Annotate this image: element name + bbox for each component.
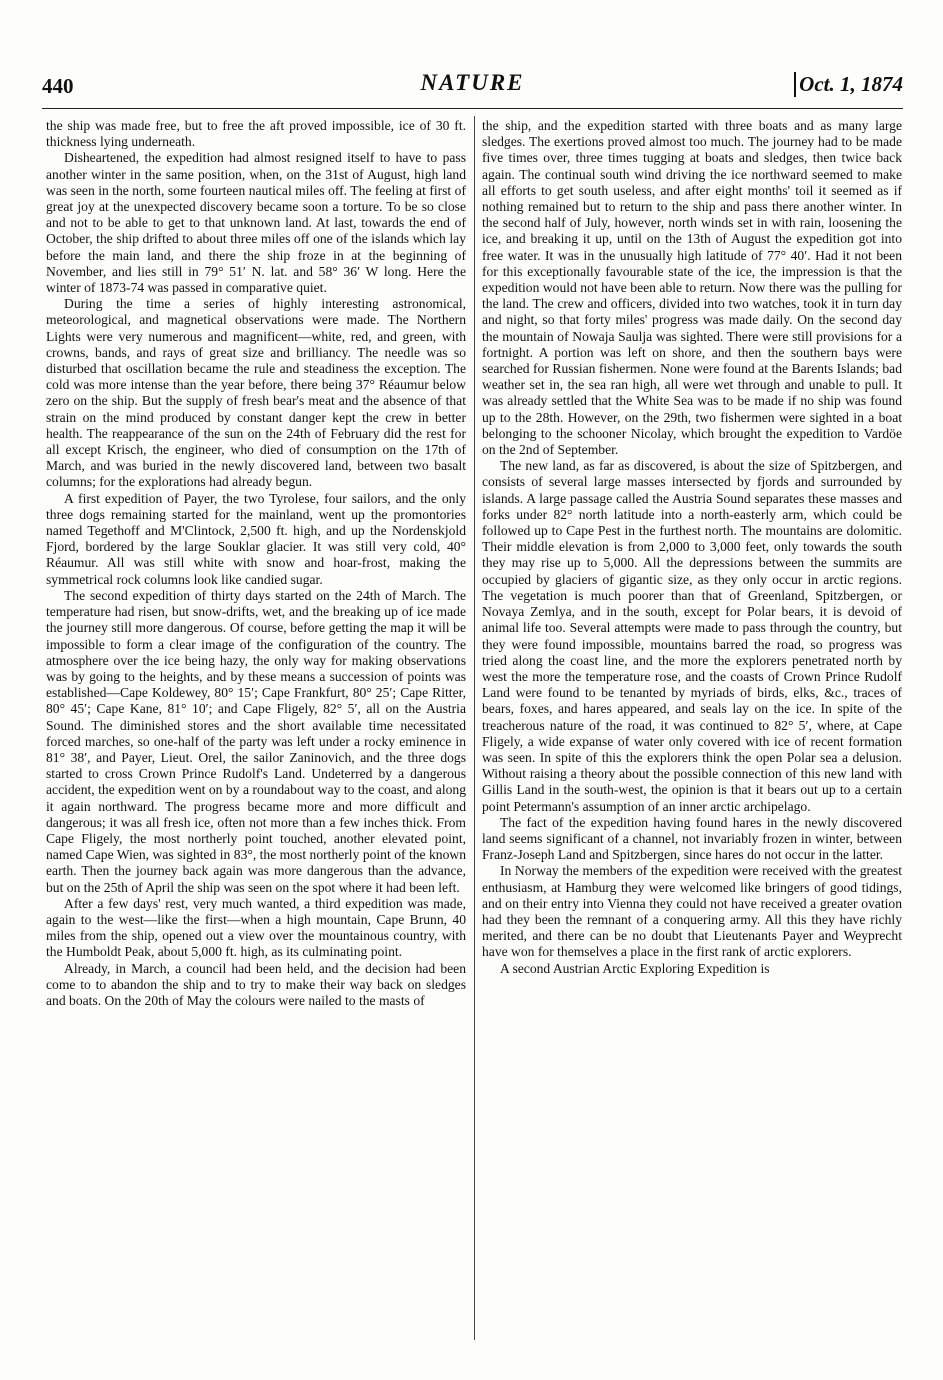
issue-date: Oct. 1, 1874 bbox=[794, 72, 903, 97]
paragraph: the ship was made free, but to free the aft proved impossible, ice of 30 ft. thickness lying underneath. bbox=[46, 118, 466, 150]
paragraph: In Norway the members of the expedition were received with the greatest enthusiasm, at Hamburg they were welcomed like bringers of good tidings, and on their entry into Vienna they could not have received a greater ovation had they been the remnant of a conquering army. All this they have richly merited, and there can be no doubt that Lieutenants Payer and Weyprecht have won for themselves a place in the first rank of arctic explorers. bbox=[482, 863, 902, 960]
header-rule bbox=[42, 108, 903, 109]
right-column bbox=[482, 118, 902, 977]
paragraph: The fact of the expedition having found hares in the newly discovered land seems significant of a channel, not invariably frozen in winter, between Franz-Joseph Land and Spitzbergen, since hares do not occur in the latter. bbox=[482, 814, 902, 863]
paragraph: the ship, and the expedition started with three boats and as many large sledges. The exertions proved almost too much. The journey had to be made five times over, three times tugging at boats and sledges, then twice back again. The continual south wind driving the ice northward seemed to make all efforts to get south useless, and after eight months' toil it seemed as if nothing remained but to return to the ship and pass there another winter. In the second half of July, however, north winds set in with rain, loosening the ice, and breaking it up, until on the 13th of August the expedition got into free water. It was in the unusually high latitude of 77° 40′. Had it not been for this exceptionally favourable state of the ice, the impression is that the expedition would not have been able to return. Now there was the pulling for the land. The crew and officers, divided into two watches, took it in turn day and night, so that forty miles' progress was made daily. On the second day the mountain of Nowaja Saulja was sighted. There were still provisions for a fortnight. A portion was left on shore, and then the southern bays were searched for Russian fishermen. None were found at the Barents Islands; bad weather set in, the sea ran high, all were wet through and unable to pull. It was already settled that the White Sea was to be made if no ship was found up to the 28th. However, on the 29th, two fishermen were sighted in a boat belonging to the schooner Nicolay, which brought the expedition to Vardöe on the 2nd of September. bbox=[482, 118, 902, 458]
column-divider bbox=[474, 116, 475, 1340]
paragraph: Disheartened, the expedition had almost resigned itself to have to pass another winter in the same position, when, on the 31st of August, high land was seen in the north, some fourteen nautical miles off. The feeling at first of great joy at the unexpected discovery became soon a torture. To be so close and not to be able to get to that unknown land. At last, towards the end of October, the ship drifted to about three miles off one of the islands which lay before the main land, and there the ship froze in at the beginning of November, and lies still in 79° 51′ N. lat. and 58° 36′ W long. Here the winter of 1873-74 was passed in comparative quiet. bbox=[46, 150, 466, 296]
paragraph: After a few days' rest, very much wanted, a third expedition was made, again to the west—like the first—when a high mountain, Cape Brunn, 40 miles from the ship, opened out a view over the mountainous country, with the Humboldt Peak, about 5,000 ft. high, as its culminating point. bbox=[46, 895, 466, 960]
journal-title: NATURE bbox=[420, 70, 525, 95]
page-header bbox=[42, 66, 903, 100]
page-number: 440 bbox=[42, 74, 74, 98]
left-column bbox=[46, 118, 466, 1009]
paragraph: Already, in March, a council had been held, and the decision had been come to to abandon the ship and to try to make their way back on sledges and boats. On the 20th of May the colours were nailed to the masts of bbox=[46, 960, 466, 1008]
paragraph: A second Austrian Arctic Exploring Expedition is bbox=[500, 960, 770, 976]
paragraph: During the time a series of highly interesting astronomical, meteorological, and magnetical observations were made. The Northern Lights were very numerous and magnificent—white, red, and green, with crowns, bands, and rays of great size and brilliancy. The needle was so disturbed that oscillation became the rule and steadiness the exception. The cold was more intense than the year before, there being 37° Réaumur below zero on the ship. But the supply of fresh bear's meat and the absence of that strain on the mind produced by constant danger kept the crew in better health. The reappearance of the sun on the 24th of February did the rest for all except Krisch, the engineer, who died of consumption on the 17th of March, and was buried in the newly discovered land, between two basalt columns; for the explorations had already begun. bbox=[46, 296, 466, 490]
paragraph: The new land, as far as discovered, is about the size of Spitzbergen, and consists of several large masses intersected by fjords and surrounded by islands. A large passage called the Austria Sound separates these masses and forks under 82° north latitude into a north-easterly arm, which could be followed up to Cape Pest in the furthest north. The mountains are dolomitic. Their middle elevation is from 2,000 to 3,000 feet, only towards the south they may rise up to 5,000. All the depressions between the summits are occupied by glaciers of gigantic size, as they only occur in arctic regions. The vegetation is much poorer than that of Greenland, Spitzbergen, or Novaya Zemlya, and in the south, except for Polar bears, it is devoid of animal life too. Several attempts were made to pass through the country, but they were found impossible, mountains barred the road, so progress was tried along the coast line, and the more the explorers penetrated north by west the more the temperature rose, and the coasts of Crown Prince Rudolf Land were found to be tenanted by myriads of birds, elks, &c., traces of bears, foxes, and hares appeared, and seals lay on the ice. In spite of the treacherous nature of the road, it was continued to 82° 5′, where, at Cape Fligely, a wide expanse of water only covered with ice of recent formation was seen. In spite of this the explorers think the open Polar sea a delusion. Without raising a theory about the possible connection of this new land with Gillis Land in the south-west, the opinion is that it bears out up to a certain point Petermann's assumption of an inner arctic archipelago. bbox=[482, 458, 902, 814]
paragraph: The second expedition of thirty days started on the 24th of March. The temperature had risen, but snow-drifts, wet, and the breaking up of ice made the journey still more dangerous. Of course, before getting the map it will be impossible to form a clear image of the configuration of the country. The atmosphere over the ice being hazy, the only way for making observations was by going to the heights, and by these means a succession of points was established—Cape Koldewey, 80° 15′; Cape Frankfurt, 80° 25′; Cape Ritter, 80° 45′; Cape Kane, 81° 10′; and Cape Fligely, 82° 5′, all on the Austria Sound. The diminished stores and the short available time necessitated forced marches, so one-half of the party was left under a rocky eminence in 81° 38′, and Payer, Lieut. Orel, the sailor Zaninovich, and the three dogs started to cross Crown Prince Rudolf's Land. Undeterred by a dangerous accident, the expedition went on by a roundabout way to the coast, and along it again northward. The progress became more and more difficult and dangerous; it was all fresh ice, often not more than a few inches thick. From Cape Fligely, the most northerly point touched, another elevated point, named Cape Wien, was sighted in 83°, the most northerly point of the known earth. Then the journey back again was more dangerous than the advance, but on the 25th of April the ship was seen on the spot where it had been left. bbox=[46, 587, 466, 895]
paragraph: A first expedition of Payer, the two Tyrolese, four sailors, and the only three dogs remaining started for the mainland, went up the promontories named Tegethoff and M'Clintock, 2,500 ft. high, and up the Nordenskjold Fjord, bordered by the large Souklar glacier. It was still very cold, 40° Réaumur. All was still white with snow and hoar-frost, making the symmetrical rock columns look like candied sugar. bbox=[46, 490, 466, 587]
